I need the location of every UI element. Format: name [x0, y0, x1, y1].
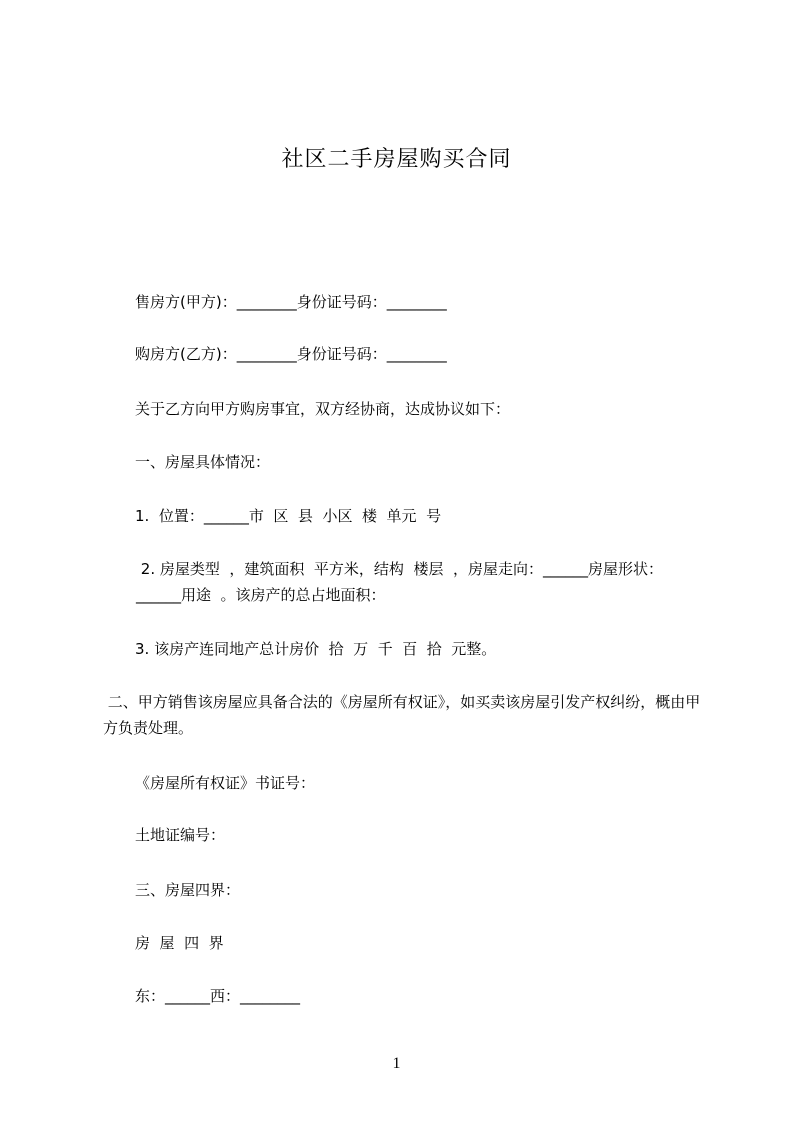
section-one-heading: 一、房屋具体情况：	[135, 453, 271, 471]
clause-location: 1. 位置：______市 区 县 小区 楼 单元 号	[135, 507, 442, 525]
section-two-paragraph: 二、甲方销售该房屋应具备合法的《房屋所有权证》，如买卖该房屋引发产权纠纷，概由甲方负责处理。	[103, 693, 701, 737]
clause-house-type: 2. 房屋类型 ，建筑面积 平方米，结构 楼层 ，房屋走向：______房屋形状：______用途 。该房产的总占地面积：	[136, 560, 664, 604]
certificate-number-line: 《房屋所有权证》书证号：	[135, 774, 316, 792]
buyer-info-line: 购房方(乙方)：________身份证号码：________	[135, 345, 447, 363]
document-title: 社区二手房屋购买合同	[281, 147, 512, 172]
seller-info-line: 售房方(甲方)：________身份证号码：________	[135, 293, 447, 311]
page-number: 1	[392, 1055, 401, 1072]
clause-price: 3. 该房产连同地产总计房价 拾 万 千 百 拾 元整。	[135, 640, 497, 658]
east-west-line: 东：______西：________	[135, 987, 301, 1005]
land-certificate-line: 土地证编号：	[135, 826, 226, 844]
section-three-heading: 三、房屋四界：	[135, 881, 241, 899]
agreement-intro: 关于乙方向甲方购房事宜，双方经协商，达成协议如下：	[135, 400, 511, 418]
boundaries-label: 房 屋 四 界	[135, 934, 224, 952]
